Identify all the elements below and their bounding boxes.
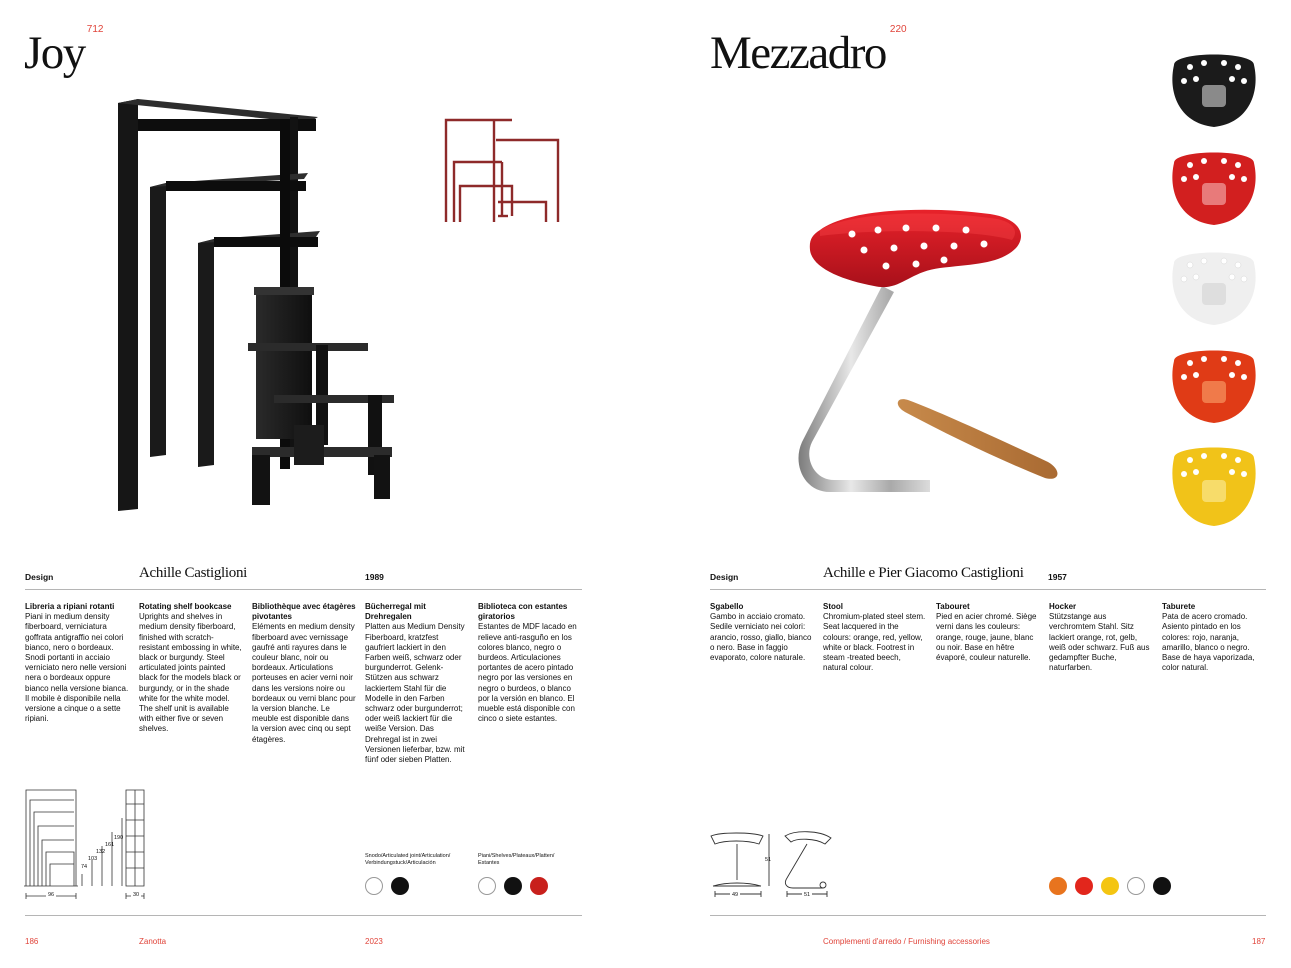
design-label: Design	[710, 572, 739, 582]
swatch-red	[1075, 877, 1093, 895]
shelf-swatch-white	[478, 877, 496, 895]
seat-variant-black	[1166, 42, 1262, 132]
description-heading: Biblioteca con estantes giratorios	[478, 602, 568, 622]
description-italian	[710, 602, 814, 663]
brand-name: Zanotta	[139, 937, 167, 946]
description-text: Stützstange aus verchromtem Stahl. Sitz lackiert orange, rot, gelb, weiß oder schwarz. Fuß aus gedampfter Buche, naturfarben.	[1049, 612, 1150, 673]
description-heading: Bibliothèque avec étagères pivotantes	[252, 602, 356, 622]
description-text: Platten aus Medium Density Fiberboard, kratzfest gaufriert lackiert in den Farben weiß, schwarz oder burgunderrot. Gelenk-Stützen aus schwarz lackiertem Stahl für die Modelle in den Farben schwarz oder burgunderrot; oder weiß lackiert für die weiße Version. Das Drehregal ist in zwei Versionen lieferbar, bzw. mit fünf oder sieben Platten.	[365, 622, 465, 765]
joint-swatch-white	[365, 877, 383, 895]
product-title: Mezzadro	[710, 27, 886, 79]
divider	[710, 589, 1266, 590]
design-year: 1957	[1048, 572, 1067, 582]
product-title-mezzadro	[710, 23, 907, 79]
page-number: 186	[25, 937, 39, 946]
description-heading: Stool	[823, 602, 843, 611]
shelf-swatch-black	[504, 877, 522, 895]
product-code: 220	[889, 23, 907, 35]
description-heading: Sgabello	[710, 602, 744, 611]
catalog-year: 2023	[365, 937, 383, 946]
seat-variant-orange	[1166, 338, 1262, 428]
description-text: Chromium-plated steel stem. Seat lacquered in the colours: orange, red, yellow, white or black. Footrest in steam -treated beech, natural colour.	[823, 612, 926, 673]
seat-variant-red	[1166, 140, 1262, 230]
mezzadro-technical-drawing	[707, 828, 837, 902]
description-text: Uprights and shelves in medium density fiberboard, finished with scratch-resistant embossing in white, black or burgundy. Steel articulated joints painted black for the models black or burgundy, or in the shade white for the white model. The shelf unit is available with either five or seven shelves.	[139, 612, 242, 734]
description-french	[252, 602, 356, 745]
designer-name: Achille e Pier Giacomo Castiglioni	[823, 565, 1024, 581]
dimension-depth: 30	[133, 892, 140, 898]
swatch-yellow	[1101, 877, 1119, 895]
joy-bookcase-image	[108, 95, 420, 515]
joy-technical-drawing	[22, 786, 152, 904]
mezzadro-stool-image	[790, 190, 1070, 510]
swatch-orange	[1049, 877, 1067, 895]
description-text: Pata de acero cromado. Asiento pintado en los colores: rojo, naranja, amarillo, blanco o negro. Base de haya vaporizada, color natural.	[1162, 612, 1255, 673]
design-label: Design	[25, 572, 54, 582]
description-english	[139, 602, 243, 735]
dimension-height: 51	[765, 857, 772, 863]
designer-name: Achille Castiglioni	[139, 565, 248, 581]
description-text: Eléments en medium density fiberboard avec vernissage gaufré anti rayures dans le couleur blanc, noir ou bordeaux. Articulations porteuses en acier verni noir dans les versions noire ou bordeaux ou verni blanc pour la version blanche. Le meuble est disponible dans la version avec cinq ou sept étagères.	[252, 622, 356, 744]
joint-swatch-black	[391, 877, 409, 895]
description-text: Estantes de MDF lacado en relieve anti-rasguño en los colores blanco, negro o burdeos. Articulaciones portantes de acero pintado negro por las versiones en negro o burdeos, o blanco por la versión en blanco. El mueble está disponible con cinco o siete estantes.	[478, 622, 577, 724]
description-heading: Libreria a ripiani rotanti	[25, 602, 115, 611]
shelf-swatch-red	[530, 877, 548, 895]
divider	[25, 589, 582, 590]
dimension-height-74: 74	[81, 864, 88, 870]
description-text: Gambo in acciaio cromato. Sedile verniciato nei colori: arancio, rosso, giallo, bianco o nero. Base in faggio evaporato, colore naturale.	[710, 612, 812, 663]
joy-burgundy-thumbnail	[442, 116, 562, 226]
joint-finish-label: Snodo/Articulated joint/Articulation/ Verbindungstuck/Articulación	[365, 853, 451, 866]
shelf-finish-label: Piani/Shelves/Plateaux/Platten/ Estantes	[478, 853, 555, 866]
dimension-height-103: 103	[88, 856, 98, 862]
description-text: Piani in medium density fiberboard, verniciatura goffrata antigraffio nei colori bianco, nero o bordeaux. Snodi portanti in acciaio verniciato nero nelle versioni nera o bordeaux oppure bianco nella versione bianca. Il mobile è disponibile nella versione a cinque o a sette ripiani.	[25, 612, 129, 724]
swatch-black	[1153, 877, 1171, 895]
page-number: 187	[1252, 937, 1266, 946]
design-year: 1989	[365, 572, 384, 582]
product-title-joy	[24, 23, 104, 79]
right-page	[645, 0, 1291, 968]
description-heading: Rotating shelf bookcase	[139, 602, 232, 611]
product-code: 712	[86, 23, 104, 35]
section-name: Complementi d'arredo / Furnishing accessories	[823, 937, 990, 946]
dimension-height-190: 190	[114, 835, 124, 841]
seat-variant-yellow	[1166, 438, 1262, 528]
seat-variant-white	[1166, 240, 1262, 330]
description-heading: Tabouret	[936, 602, 970, 611]
footer-divider	[710, 915, 1266, 916]
description-italian	[25, 602, 129, 724]
description-spanish	[1162, 602, 1266, 673]
dimension-depth: 51	[804, 892, 811, 898]
swatch-white	[1127, 877, 1145, 895]
dimension-height-161: 161	[105, 842, 115, 848]
dimension-width: 49	[732, 892, 739, 898]
dimension-width: 96	[48, 892, 55, 898]
description-spanish	[478, 602, 582, 724]
description-french	[936, 602, 1040, 663]
description-german	[365, 602, 469, 765]
description-heading: Taburete	[1162, 602, 1196, 611]
dimension-height-132: 132	[96, 849, 106, 855]
left-page	[0, 0, 645, 968]
footer-divider	[25, 915, 582, 916]
description-english	[823, 602, 927, 673]
product-title: Joy	[24, 27, 85, 79]
description-heading: Hocker	[1049, 602, 1077, 611]
description-text: Pied en acier chromé. Siège verni dans les couleurs: orange, rouge, jaune, blanc ou noir. Base en hêtre évaporé, couleur naturelle.	[936, 612, 1037, 663]
description-heading: Bücherregal mit Drehregalen	[365, 602, 426, 622]
description-german	[1049, 602, 1153, 673]
